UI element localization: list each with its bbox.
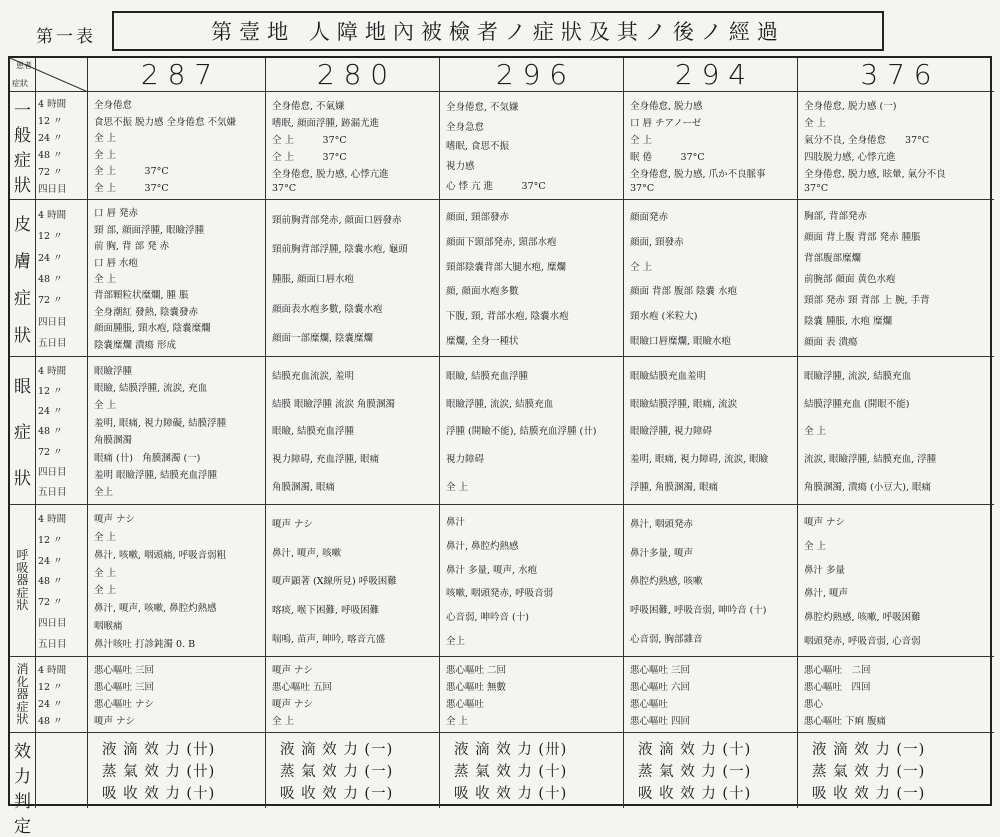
symptom-entry: 流涙, 眼瞼浮腫, 結膜充血, 浮腫 bbox=[804, 454, 937, 466]
symptom-entry: 全 上 bbox=[804, 117, 827, 129]
symptom-entry: 口 唇 発赤 bbox=[94, 208, 139, 220]
symptom-entry: 喀痰, 喉下困難, 呼吸困難 bbox=[272, 605, 380, 617]
time-label: 12 〃 bbox=[38, 116, 63, 128]
symptom-entry: 背部腹部糜爛 bbox=[804, 252, 862, 264]
corner-label-patients: 患者 bbox=[16, 61, 32, 70]
section-label-char: 吸 bbox=[16, 560, 29, 575]
patient-cell bbox=[624, 733, 798, 808]
patient-cell bbox=[88, 357, 266, 505]
symptom-entry: 全 上 bbox=[94, 149, 117, 161]
symptom-entry: 全 上 bbox=[446, 482, 469, 494]
symptom-entry: 前腕部 顔面 黄色水疱 bbox=[804, 273, 896, 285]
section-label bbox=[10, 357, 36, 505]
symptom-entry: 眼痛 (卄) 角膜溷濁 (一) bbox=[94, 452, 201, 464]
symptom-entry: 鼻汁, 嗄声, 咳嗽 bbox=[272, 547, 342, 559]
section-label-char: 器 bbox=[16, 573, 29, 588]
section-label-char: 判 bbox=[14, 792, 31, 812]
patient-cell bbox=[266, 505, 440, 657]
symptom-entry: 顔, 顔面水疱多數 bbox=[446, 286, 519, 298]
symptom-entry: 鼻汁多量, 嗄声 bbox=[630, 547, 694, 559]
efficacy-entry: 液 滴 效 力 (一) bbox=[812, 741, 926, 758]
patient-cell bbox=[624, 357, 798, 505]
symptom-entry: 鼻汁, 鼻腔灼熱感 bbox=[446, 540, 519, 552]
table-label: 第一表 bbox=[36, 27, 96, 47]
time-label: 四日目 bbox=[38, 617, 67, 629]
patient-cell bbox=[798, 657, 994, 733]
time-label: 72 〃 bbox=[38, 166, 63, 178]
efficacy-entry: 蒸 氣 效 力 (卄) bbox=[102, 763, 216, 780]
time-label: 24 〃 bbox=[38, 555, 63, 567]
symptom-entry: 鼻腔灼熱感, 咳嗽 bbox=[630, 576, 703, 588]
symptom-entry: 全身倦怠, 脱力感 bbox=[630, 100, 703, 112]
symptom-entry: 頸部 発赤 頸 背部 上 腕, 手背 bbox=[804, 295, 930, 307]
symptom-entry: 顔面一部糜爛, 陰嚢糜爛 bbox=[272, 333, 374, 345]
time-label: 四日目 bbox=[38, 466, 67, 478]
symptom-entry: 鼻汁 多量 bbox=[804, 564, 846, 576]
symptom-entry: 全 上 37°C bbox=[94, 166, 169, 178]
section-label-char: 眼 bbox=[14, 376, 31, 397]
efficacy-entry: 蒸 氣 效 力 (十) bbox=[454, 763, 568, 780]
symptom-entry: 悪心嘔吐 六回 bbox=[630, 682, 691, 694]
symptom-entry: 全 上 bbox=[94, 531, 117, 543]
symptom-entry: 氣分不良, 全身倦怠 37°C bbox=[804, 134, 930, 146]
section-label-char: 症 bbox=[16, 699, 29, 714]
time-label: 4 時間 bbox=[38, 664, 67, 676]
patient-header: 2 8 7 bbox=[88, 58, 266, 92]
efficacy-entry: 蒸 氣 效 力 (一) bbox=[638, 763, 752, 780]
symptom-entry: 角膜溷濁, 潰瘍 (小豆大), 眼痛 bbox=[804, 482, 932, 494]
patient-cell bbox=[266, 200, 440, 357]
symptom-entry: 心音弱, 胸部雜音 bbox=[630, 633, 703, 645]
time-label: 12 〃 bbox=[38, 231, 63, 243]
symptom-entry: 眼瞼口唇糜爛, 眼瞼水疱 bbox=[630, 335, 732, 347]
symptom-entry: 全 上 bbox=[94, 273, 117, 285]
symptom-entry: 胸部, 背部発赤 bbox=[804, 210, 868, 222]
time-label: 72 〃 bbox=[38, 597, 63, 609]
symptom-entry: 嗄声 ナシ bbox=[272, 698, 313, 710]
patient-cell bbox=[798, 357, 994, 505]
symptom-entry: 嗄声 ナシ bbox=[94, 715, 135, 727]
symptom-entry: 呼吸困難, 呼吸音弱, 呻吟音 (十) bbox=[630, 605, 767, 617]
time-label: 12 〃 bbox=[38, 386, 63, 398]
section-label-char: 症 bbox=[14, 289, 31, 309]
symptom-entry: 頸水疱 (米粒大) bbox=[630, 310, 698, 322]
symptom-entry: 顔面, 頸部發赤 bbox=[446, 212, 510, 224]
symptom-entry: 陰嚢 腫脹, 水疱 糜爛 bbox=[804, 316, 893, 328]
symptom-entry: 悪心嘔吐 二回 bbox=[446, 665, 507, 677]
symptom-entry: 全 上 bbox=[94, 567, 117, 579]
symptom-entry: 鼻汁, 咽頭発赤 bbox=[630, 519, 694, 531]
symptom-entry: 仝 上 bbox=[630, 134, 653, 146]
symptom-entry: 全 上 37°C bbox=[94, 182, 169, 194]
symptom-entry: 全身潮紅 發熱, 陰嚢發赤 bbox=[94, 306, 199, 318]
symptom-entry: 咳嗽, 咽頭発赤, 呼吸音弱 bbox=[446, 588, 554, 600]
section-label-char: 狀 bbox=[16, 598, 29, 613]
time-label: 24 〃 bbox=[38, 406, 63, 418]
symptom-entry: 顔面 表 潰瘍 bbox=[804, 337, 858, 349]
section-label-char: 器 bbox=[16, 687, 29, 702]
symptom-entry: 結膜充血流涙, 羞明 bbox=[272, 370, 355, 382]
symptom-entry: 悪心嘔吐 四回 bbox=[630, 715, 691, 727]
time-column bbox=[36, 92, 88, 200]
symptom-entry: 顔面腫脹, 頸水疱, 陰嚢糜爛 bbox=[94, 323, 211, 335]
section-label-char: 膚 bbox=[14, 252, 31, 272]
symptom-entry: 37°C bbox=[630, 182, 655, 194]
patient-header: 2 8 0 bbox=[266, 58, 440, 92]
symptom-entry: 37°C bbox=[804, 182, 829, 194]
time-label: 五日目 bbox=[38, 338, 67, 350]
time-label: 48 〃 bbox=[38, 149, 63, 161]
symptom-entry: 浮腫 (開瞼不能), 結膜充血浮腫 (卄) bbox=[446, 426, 597, 438]
symptom-entry: 四肢脱力感, 心悸亢進 bbox=[804, 151, 896, 163]
symptom-entry: 嗄声 ナシ bbox=[94, 513, 135, 525]
symptom-entry: 鼻汁, 嗄声, 咳嗽, 鼻腔灼熱感 bbox=[94, 603, 217, 615]
patient-cell bbox=[798, 200, 994, 357]
efficacy-entry: 吸 收 效 力 (十) bbox=[454, 786, 568, 803]
corner-header-cell bbox=[10, 58, 36, 92]
patient-cell bbox=[88, 92, 266, 200]
section-label bbox=[10, 92, 36, 200]
efficacy-entry: 液 滴 效 力 (十) bbox=[638, 741, 752, 758]
symptom-entry: 仝 上 37°C bbox=[272, 151, 347, 163]
symptom-entry: 嗄声 ナシ bbox=[272, 519, 313, 531]
symptom-entry: 鼻汁 bbox=[446, 516, 466, 528]
time-label: 48 〃 bbox=[38, 273, 63, 285]
efficacy-entry: 液 滴 效 力 (卅) bbox=[454, 741, 568, 758]
symptom-entry: 鼻腔灼熱感, 咳嗽, 呼吸困難 bbox=[804, 612, 921, 624]
patient-cell bbox=[266, 733, 440, 808]
table-title: 第壹地 人障地內被檢者ノ症狀及其ノ後ノ經過 bbox=[112, 11, 884, 51]
symptom-entry: 全身倦怠, 不気嫌 bbox=[446, 101, 519, 113]
patient-cell bbox=[798, 505, 994, 657]
time-label: 48 〃 bbox=[38, 426, 63, 438]
section-label bbox=[10, 505, 36, 657]
patient-cell bbox=[266, 357, 440, 505]
patient-cell bbox=[624, 505, 798, 657]
section-label-char: 症 bbox=[16, 585, 29, 600]
time-label: 五日目 bbox=[38, 638, 67, 650]
symptom-entry: 角膜溷濁, 眼痛 bbox=[272, 482, 336, 494]
symptom-entry: 頸前胸背部発赤, 顔面口唇發赤 bbox=[272, 214, 402, 226]
symptom-table bbox=[8, 56, 992, 837]
patient-cell bbox=[88, 657, 266, 733]
time-label: 24 〃 bbox=[38, 252, 63, 264]
symptom-entry: 眼瞼浮腫 bbox=[94, 365, 133, 377]
symptom-entry: 全 上 bbox=[272, 715, 295, 727]
efficacy-entry: 蒸 氣 效 力 (一) bbox=[280, 763, 394, 780]
symptom-entry: 顔面 背部 腹部 陰嚢 水疱 bbox=[630, 286, 738, 298]
section-label-char: 症 bbox=[14, 151, 31, 171]
time-label: 12 〃 bbox=[38, 535, 63, 547]
time-label: 四日目 bbox=[38, 316, 67, 328]
symptom-entry: 仝 上 bbox=[630, 261, 653, 273]
patient-cell bbox=[624, 200, 798, 357]
symptom-entry: 角膜溷濁 bbox=[94, 435, 133, 447]
patient-header: 2 9 4 bbox=[624, 58, 798, 92]
symptom-entry: 結膜浮腫充血 (開眼不能) bbox=[804, 398, 910, 410]
symptom-entry: 腫脹, 顔面口唇水疱 bbox=[272, 273, 355, 285]
symptom-entry: 羞明 眼瞼浮腫, 結膜充血浮腫 bbox=[94, 469, 218, 481]
patient-cell bbox=[624, 92, 798, 200]
symptom-entry: 背部顆粒状糜爛, 腫 脹 bbox=[94, 290, 189, 302]
symptom-entry: 眼瞼結膜充血羞明 bbox=[630, 370, 707, 382]
symptom-entry: 全 上 bbox=[804, 426, 827, 438]
section-label-char: 一 bbox=[14, 101, 31, 121]
symptom-entry: 眼瞼結膜浮腫, 眼痛, 流涙 bbox=[630, 398, 738, 410]
time-label: 四日目 bbox=[38, 183, 67, 195]
symptom-entry: 下腹, 頸, 背部水疱, 陰嚢水疱 bbox=[446, 310, 569, 322]
symptom-entry: 全 上 bbox=[446, 715, 469, 727]
efficacy-entry: 吸 收 效 力 (一) bbox=[280, 786, 394, 803]
section-label-char: 效 bbox=[14, 742, 31, 762]
symptom-entry: 37°C bbox=[272, 182, 297, 194]
symptom-entry: 悪心嘔吐 五回 bbox=[272, 682, 333, 694]
patient-cell bbox=[440, 505, 624, 657]
symptom-entry: 顔面下頸部発赤, 頸部水疱 bbox=[446, 236, 557, 248]
time-column bbox=[36, 200, 88, 357]
symptom-entry: 仝 上 37°C bbox=[272, 134, 347, 146]
time-label: 72 〃 bbox=[38, 295, 63, 307]
section-label-char: 皮 bbox=[14, 215, 31, 235]
time-label: 4 時間 bbox=[38, 99, 67, 111]
symptom-entry: 羞明, 眼痛, 視力障礙, 結膜浮腫 bbox=[94, 417, 227, 429]
efficacy-entry: 吸 收 效 力 (一) bbox=[812, 786, 926, 803]
symptom-entry: 悪心 bbox=[804, 698, 824, 710]
symptom-entry: 悪心嘔吐 三回 bbox=[94, 682, 155, 694]
symptom-entry: 鼻汁, 嗄声 bbox=[804, 588, 849, 600]
symptom-entry: 悪心嘔吐 二回 bbox=[804, 665, 871, 677]
patient-cell bbox=[88, 200, 266, 357]
symptom-entry: 嗄声 ナシ bbox=[804, 516, 845, 528]
symptom-entry: 悪心嘔吐 四回 bbox=[804, 682, 871, 694]
symptom-entry: 全 上 bbox=[804, 540, 827, 552]
symptom-entry: 全身急怠 bbox=[446, 121, 485, 133]
symptom-entry: 全上 bbox=[94, 487, 114, 499]
symptom-entry: 視力障碍 bbox=[446, 454, 485, 466]
symptom-entry: 全 上 bbox=[94, 400, 117, 412]
section-label-char: 定 bbox=[14, 817, 31, 837]
section-label-char: 化 bbox=[16, 674, 29, 689]
symptom-entry: 視力感 bbox=[446, 161, 475, 173]
symptom-entry: 顔面表水疱多數, 陰嚢水疱 bbox=[272, 303, 383, 315]
symptom-entry: 眼瞼浮腫, 流涙, 結膜充血 bbox=[804, 370, 912, 382]
time-column bbox=[36, 733, 88, 808]
symptom-entry: 嗄声 ナシ bbox=[272, 665, 313, 677]
time-label: 24 〃 bbox=[38, 699, 63, 711]
time-column bbox=[36, 657, 88, 733]
patient-cell bbox=[88, 733, 266, 808]
section-label-char: 狀 bbox=[14, 469, 31, 490]
symptom-entry: 悪心嘔吐 ナシ bbox=[94, 698, 154, 710]
section-label bbox=[10, 200, 36, 357]
time-column bbox=[36, 505, 88, 657]
symptom-entry: 全身倦怠, 脱力感 (一) bbox=[804, 100, 897, 112]
time-label: 48 〃 bbox=[38, 576, 63, 588]
symptom-entry: 嗜眠, 顔面浮腫, 跡漏尤進 bbox=[272, 117, 380, 129]
symptom-entry: 心 悸 亢 進 37°C bbox=[446, 181, 546, 193]
section-label-char: 狀 bbox=[14, 326, 31, 346]
symptom-entry: 眼瞼, 結膜充血浮腫 bbox=[446, 370, 529, 382]
symptom-entry: 眼瞼浮腫, 流涙, 結膜充血 bbox=[446, 398, 554, 410]
symptom-entry: 全身倦怠, 不氣嫌 bbox=[272, 100, 345, 112]
symptom-entry: 視力障碍, 充血浮腫, 眼痛 bbox=[272, 454, 380, 466]
section-label bbox=[10, 657, 36, 733]
time-label: 五日目 bbox=[38, 486, 67, 498]
symptom-entry: 羞明, 眼痛, 視力障碍, 流涙, 眼瞼 bbox=[630, 454, 769, 466]
patient-cell bbox=[88, 505, 266, 657]
symptom-entry: 全身倦怠, 脱力感, 心悸亢進 bbox=[272, 168, 389, 180]
symptom-entry: 頸 部, 顔面浮腫, 眼瞼浮腫 bbox=[94, 224, 205, 236]
symptom-entry: 前 胸, 背 部 発 赤 bbox=[94, 241, 170, 253]
patient-cell bbox=[624, 657, 798, 733]
symptom-entry: 嗜眠, 食思不振 bbox=[446, 141, 510, 153]
patient-cell bbox=[266, 92, 440, 200]
patient-cell bbox=[440, 733, 624, 808]
symptom-entry: 浮腫, 角膜溷濁, 眼痛 bbox=[630, 482, 719, 494]
symptom-entry: 悪心嘔吐 bbox=[446, 698, 485, 710]
symptom-entry: 顔面, 頸發赤 bbox=[630, 236, 684, 248]
section-label-char: 消 bbox=[16, 662, 29, 677]
symptom-entry: 悪心嘔吐 無數 bbox=[446, 682, 507, 694]
patient-cell bbox=[798, 92, 994, 200]
symptom-entry: 食思不振 脱力感 全身倦怠 不気嫌 bbox=[94, 116, 237, 128]
symptom-entry: 喘鳴, 苗声, 呻吟, 喀音亢盛 bbox=[272, 633, 386, 645]
symptom-entry: 全身倦怠, 脱力感, 爪か不良脈事 bbox=[630, 168, 766, 180]
time-label: 48 〃 bbox=[38, 716, 63, 728]
section-label-char: 般 bbox=[14, 126, 31, 146]
section-label-char: 症 bbox=[14, 422, 31, 443]
patient-cell bbox=[798, 733, 994, 808]
patient-header: 3 7 6 bbox=[798, 58, 994, 92]
symptom-entry: 頸前胸背部浮腫, 陰嚢水疱, 龜頭 bbox=[272, 244, 408, 256]
time-label: 24 〃 bbox=[38, 133, 63, 145]
symptom-entry: 眼瞼, 結膜充血浮腫 bbox=[272, 426, 355, 438]
patient-cell bbox=[440, 200, 624, 357]
symptom-entry: 嗄声顕著 (X線所見) 呼吸困難 bbox=[272, 576, 397, 588]
time-label: 4 時間 bbox=[38, 514, 67, 526]
section-label-char: 力 bbox=[14, 767, 31, 787]
symptom-entry: 咽喉痛 bbox=[94, 621, 123, 633]
symptom-entry: 悪心嘔吐 下痢 腹痛 bbox=[804, 715, 887, 727]
patient-cell bbox=[440, 357, 624, 505]
patient-cell bbox=[266, 657, 440, 733]
symptom-entry: 咽頭発赤, 呼吸音弱, 心音弱 bbox=[804, 636, 921, 648]
symptom-entry: 顔面 背上腹 背部 発赤 腫脹 bbox=[804, 231, 921, 243]
symptom-entry: 鼻汁 多量, 嗄声, 水疱 bbox=[446, 564, 538, 576]
efficacy-entry: 液 滴 效 力 (卄) bbox=[102, 741, 216, 758]
symptom-entry: 鼻汁咳吐 打診鈍濁 0. B bbox=[94, 639, 196, 651]
symptom-entry: 全身倦怠, 脱力感, 眩暈, 氣分不良 bbox=[804, 168, 946, 180]
symptom-entry: 眼瞼浮腫, 視力障碍 bbox=[630, 426, 713, 438]
section-label bbox=[10, 733, 36, 837]
efficacy-entry: 吸 收 效 力 (十) bbox=[102, 786, 216, 803]
patient-header: 2 9 6 bbox=[440, 58, 624, 92]
efficacy-entry: 蒸 氣 效 力 (一) bbox=[812, 763, 926, 780]
symptom-entry: 陰嚢糜爛 潰瘍 形成 bbox=[94, 339, 177, 351]
symptom-entry: 全上 bbox=[446, 636, 466, 648]
efficacy-entry: 吸 收 效 力 (十) bbox=[638, 786, 752, 803]
symptom-entry: 全 上 bbox=[94, 585, 117, 597]
symptom-entry: 眠 倦 37°C bbox=[630, 151, 705, 163]
symptom-entry: 頸部陰嚢背部大腿水疱, 糜爛 bbox=[446, 261, 567, 273]
symptom-entry: 口 唇 水疱 bbox=[94, 257, 139, 269]
patient-cell bbox=[440, 657, 624, 733]
symptom-entry: 結膜 眼瞼浮腫 流涙 角膜溷濁 bbox=[272, 398, 396, 410]
corner-label-symptoms: 症狀 bbox=[12, 79, 28, 88]
symptom-entry: 顔面発赤 bbox=[630, 212, 669, 224]
time-column bbox=[36, 357, 88, 505]
symptom-entry: 悪心嘔吐 三回 bbox=[94, 665, 155, 677]
symptom-entry: 鼻汁, 咳嗽, 咽頭痛, 呼吸音弱粗 bbox=[94, 549, 227, 561]
time-label: 12 〃 bbox=[38, 681, 63, 693]
symptom-entry: 悪心嘔吐 bbox=[630, 698, 669, 710]
section-label-char: 狀 bbox=[14, 176, 31, 196]
symptom-entry: 眼瞼, 結膜浮腫, 流涙, 充血 bbox=[94, 383, 208, 395]
symptom-entry: 全身倦怠 bbox=[94, 100, 133, 112]
section-label-char: 狀 bbox=[16, 712, 29, 727]
time-label: 4 時間 bbox=[38, 366, 67, 378]
efficacy-entry: 液 滴 效 力 (一) bbox=[280, 741, 394, 758]
section-label-char: 呼 bbox=[16, 548, 29, 563]
time-label: 72 〃 bbox=[38, 446, 63, 458]
patient-cell bbox=[440, 92, 624, 200]
symptom-entry: 悪心嘔吐 三回 bbox=[630, 665, 691, 677]
symptom-entry: 糜爛, 全身一種状 bbox=[446, 335, 519, 347]
time-label: 4 時間 bbox=[38, 209, 67, 221]
symptom-entry: 心音弱, 呻吟音 (十) bbox=[446, 612, 529, 624]
symptom-entry: 全 上 bbox=[94, 133, 117, 145]
symptom-entry: 口 唇 チアノーゼ bbox=[630, 117, 702, 129]
